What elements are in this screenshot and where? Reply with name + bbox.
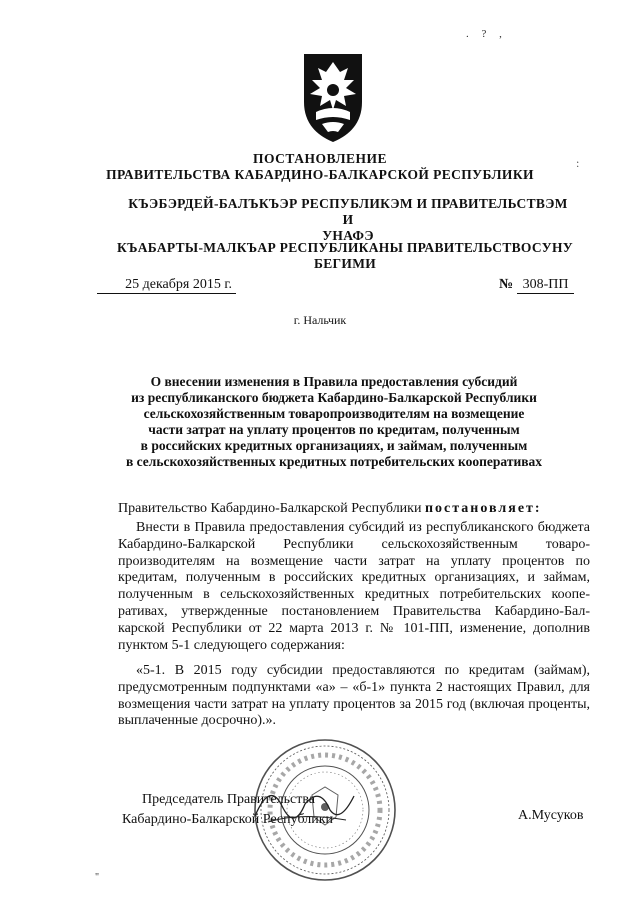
subject-line: части затрат на уплату процентов по кредитам, полученным — [148, 421, 520, 437]
signatory-name: А.Мусуков — [518, 808, 584, 823]
subject-line: из республиканского бюджета Кабардино-Балкарской Республики — [131, 389, 537, 405]
kabardian-line-1: КЪЭБЭРДЕЙ-БАЛЪКЪЭР РЕСПУБЛИКЭМ И ПРАВИТЕЛЬСТВЭМ И — [128, 196, 568, 227]
position-line-2: Кабардино-Балкарской Республики — [122, 812, 333, 827]
handwritten-signature — [250, 776, 360, 836]
position-line-1: Председатель Правительства — [142, 792, 315, 807]
side-mark: : — [576, 156, 580, 170]
intro-decree-word: постановляет: — [424, 501, 542, 516]
kabardian-line-2: УНАФЭ — [322, 228, 374, 243]
document-city: г. Нальчик — [293, 313, 347, 327]
subject-line: О внесении изменения в Правила предоставления субсидий — [150, 374, 518, 389]
decree-intro — [118, 501, 590, 518]
subject-line: сельскохозяйственным товаропроизводителям на возмещение — [143, 405, 525, 421]
government-name-kabardian — [128, 196, 568, 244]
coat-of-arms-emblem — [298, 50, 368, 144]
government-name-balkar — [110, 240, 580, 272]
balkar-line-2: БЕГИМИ — [313, 256, 377, 271]
balkar-line-1: КЪАБАРТЫ-МАЛКЪАР РЕСПУБЛИКАНЫ ПРАВИТЕЛЬСТВОСУНУ — [117, 240, 573, 255]
intro-text: Правительство Кабардино-Балкарской Республики — [118, 501, 425, 516]
government-name-ru: ПРАВИТЕЛЬСТВА КАБАРДИНО-БАЛКАРСКОЙ РЕСПУБЛИКИ — [106, 167, 534, 182]
subject-line: в российских кредитных организациях, и займам, полученным — [140, 437, 528, 453]
document-subject — [88, 374, 580, 469]
number-value: 308-ПП — [517, 276, 575, 294]
decree-paragraph-main: Внести в Правила предоставления субсидий из республиканского бюджета Кабардино-Балкарской Республики сельскохозяйственным товаро-производителям на возмещение части затрат на уплату процентов по кредитам, полученным в российских кредитных организациях, и займам, полученным в сельскохозяйственных кредитных потребительских коопе-ративах, утвержденные постановлением Правительства Кабардино-Бал-карской Республики от 22 марта 2013 г. № 101-ПП, изменение, дополнив пунктом 5-1 следующего содержания: — [118, 520, 590, 653]
document-type-title: ПОСТАНОВЛЕНИЕ — [252, 151, 388, 166]
corner-marks: . ? , — [466, 28, 507, 40]
document-date: 25 декабря 2015 г. — [97, 276, 236, 294]
document-number — [499, 276, 585, 294]
decree-paragraph-clause: «5-1. В 2015 году субсидии предоставляются по кредитам (займам), предусмотренным подпунктами «а» – «б-1» пункта 2 настоящих Правил, для возмещения части затрат на уплату процентов за 2015 год (включая проценты, выплаченные досрочно).». — [118, 663, 590, 729]
footer-mark: " — [95, 872, 100, 883]
number-label: № — [499, 277, 514, 292]
subject-line: в сельскохозяйственных кредитных потребительских кооперативах — [125, 453, 543, 469]
